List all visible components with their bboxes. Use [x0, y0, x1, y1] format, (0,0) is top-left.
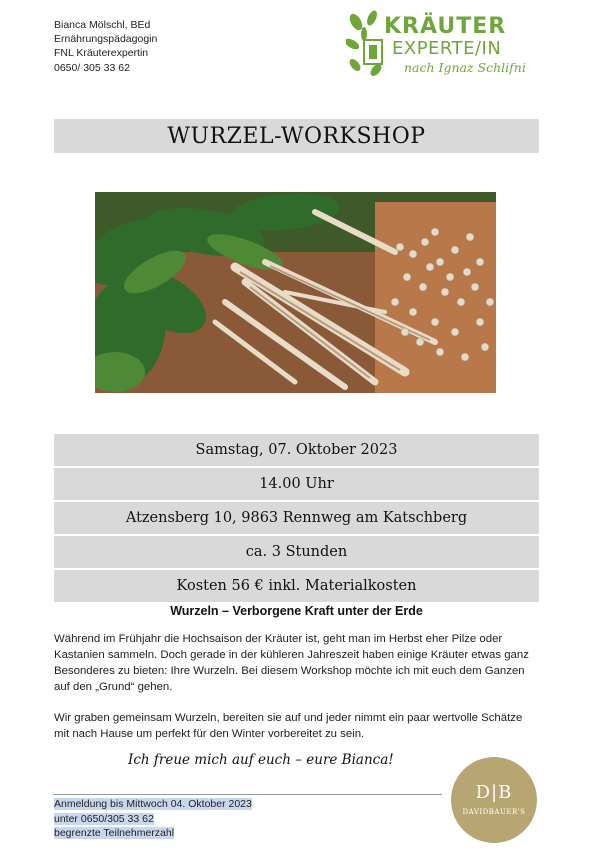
badge-name: DAVIDBAUER'S: [462, 808, 526, 816]
contact-role-1: Ernährungspädagogin: [54, 33, 158, 46]
badge-monogram: D|B: [475, 782, 513, 803]
page-title: WURZEL-WORKSHOP: [167, 123, 426, 149]
event-date: Samstag, 07. Oktober 2023: [54, 434, 539, 466]
contact-phone: 0650/ 305 33 62: [54, 61, 130, 74]
dandelion-roots-photo: [95, 192, 496, 393]
contact-name: Bianca Mölschl, BEd: [54, 19, 151, 31]
logo-line-2: EXPERTE/IN: [392, 38, 502, 59]
logo-line-3: nach Ignaz Schlifni: [404, 60, 526, 75]
event-location: Atzensberg 10, 9863 Rennweg am Katschberg: [54, 502, 539, 534]
logo-line-1: KRÄUTER: [384, 14, 507, 39]
registration-deadline: Anmeldung bis Mittwoch 04. Oktober 2023: [54, 798, 252, 810]
registration-block: [54, 797, 252, 841]
event-details-table: [54, 434, 539, 604]
event-duration: ca. 3 Stunden: [54, 536, 539, 568]
signoff: Ich freue mich auf euch – eure Bianca!: [128, 752, 394, 768]
paragraph-2: Wir graben gemeinsam Wurzeln, bereiten sie auf und jeder nimmt ein paar wertvolle Schätze mit nach Hause um perfekt für den Winter vorbereitet zu sein.: [54, 712, 523, 740]
paragraph-1: Während im Frühjahr die Hochsaison der Kräuter ist, geht man im Herbst eher Pilze oder Kastanien sammeln. Doch gerade in der kühleren Jahreszeit haben einige Kräuter etwas ganz Besonderes zu bieten: Ihre Wurzeln. Bei diesem Workshop möchte ich mit euch dem Ganzen auf den „Grund“ gehen.: [54, 633, 529, 693]
herb-leaf-icon: [346, 10, 386, 80]
contact-role-2: FNL Kräuterexpertin: [54, 47, 149, 60]
title-bar: [54, 119, 539, 153]
event-time: 14.00 Uhr: [54, 468, 539, 500]
contact-block: [54, 18, 157, 75]
kraeuter-expert-logo: [346, 10, 542, 82]
section-subtitle: Wurzeln – Verborgene Kraft unter der Erde: [170, 604, 423, 618]
registration-limit: begrenzte Teilnehmerzahl: [54, 827, 175, 839]
divider: [54, 794, 442, 795]
davidbauers-badge: [451, 757, 537, 843]
event-cost: Kosten 56 € inkl. Materialkosten: [54, 570, 539, 602]
registration-phone: unter 0650/305 33 62: [54, 812, 154, 825]
